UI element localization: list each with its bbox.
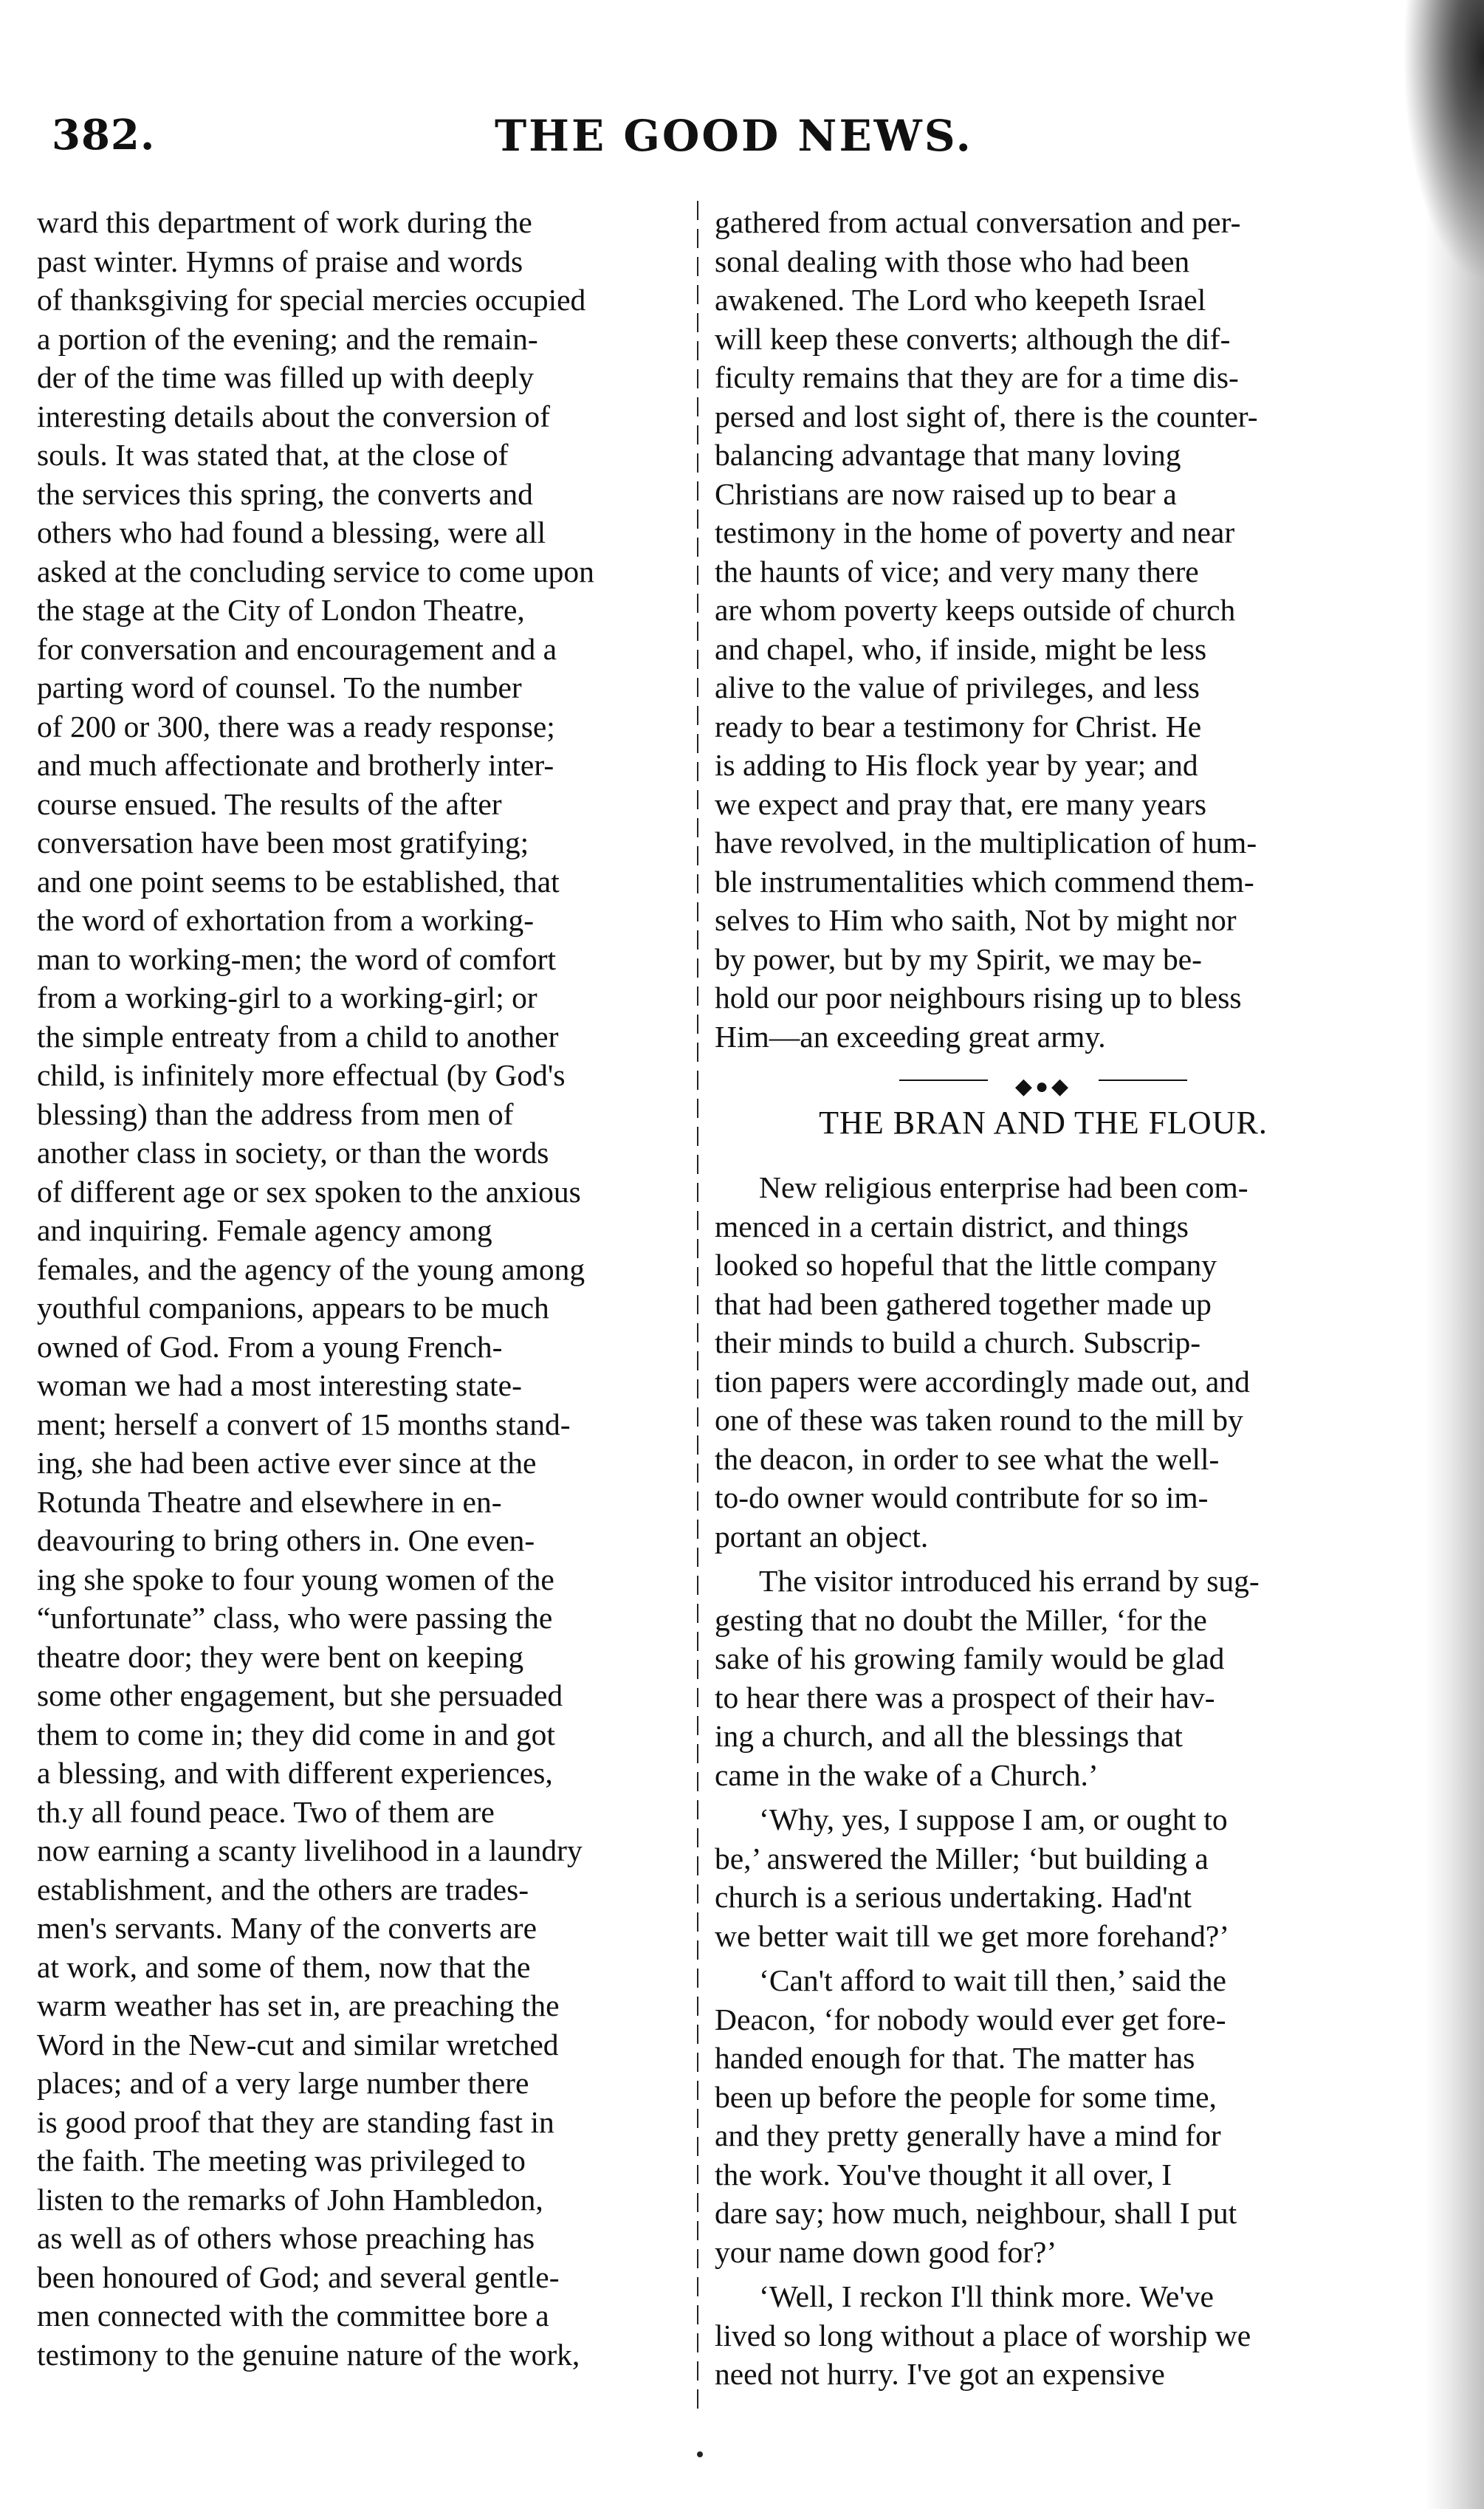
page-number: 382. [52,111,156,159]
text-line: child, is infinitely more effectual (by God's [37,1058,566,1092]
text-line: a blessing, and with different experiences, [37,1756,553,1790]
text-line: men connected with the committee bore a [37,2299,549,2333]
text-line: a portion of the evening; and the remain- [37,321,538,356]
text-line: your name down good for?’ [715,2234,1057,2269]
text-line: testimony to the genuine nature of the work, [37,2337,580,2372]
text-line: blessing) than the address from men of [37,1096,514,1131]
text-line: ward this department of work during the [37,205,532,239]
article-paragraph-4 [715,1961,1372,2271]
text-line: ble instrumentalities which commend them- [715,864,1254,899]
column-divider [697,201,698,2409]
text-line: men's servants. Many of the converts are [37,1911,537,1945]
text-line: gesting that no doubt the Miller, ‘for the [715,1602,1207,1637]
text-line: them to come in; they did come in and got [37,1717,555,1751]
text-line: some other engagement, but she persuaded [37,1678,563,1712]
text-line: and one point seems to be established, that [37,864,560,899]
scan-edge-shadow [1425,0,1484,2509]
text-line: der of the time was filled up with deeply [37,360,535,394]
text-line: ing she spoke to four young women of the [37,1562,554,1596]
text-line: awakened. The Lord who keepeth Israel [715,283,1206,317]
article-paragraph-1 [715,1168,1372,1556]
text-line: gathered from actual conversation and per- [715,205,1241,239]
text-line: from a working-girl to a working-girl; or [37,981,537,1015]
text-line: is adding to His flock year by year; and [715,748,1198,782]
text-line: past winter. Hymns of praise and words [37,244,523,278]
text-line: ment; herself a convert of 15 months stand- [37,1407,571,1441]
text-line: souls. It was stated that, at the close of [37,438,509,472]
text-line: portant an object. [715,1519,929,1554]
text-line: of 200 or 300, there was a ready response; [37,709,555,744]
text-line: the simple entreaty from a child to another [37,1019,559,1054]
article-heading: THE BRAN AND THE FLOUR. [819,1105,1268,1141]
text-line: Him—an exceeding great army. [715,1019,1106,1054]
text-line: tion papers were accordingly made out, and [715,1364,1250,1398]
text-line: ready to bear a testimony for Christ. He [715,709,1202,744]
text-line: ‘Why, yes, I suppose I am, or ought to [759,1802,1228,1836]
text-line: The visitor introduced his errand by sug- [759,1564,1260,1598]
text-line: as well as of others whose preaching has [37,2221,535,2255]
text-line: for conversation and encouragement and a [37,631,557,666]
text-line: their minds to build a church. Subscrip- [715,1325,1201,1359]
text-line: will keep these converts; although the dif- [715,321,1231,356]
text-line: hold our poor neighbours rising up to bless [715,981,1242,1015]
text-line: came in the wake of a Church.’ [715,1757,1099,1792]
text-line: th.y all found peace. Two of them are [37,1794,495,1829]
text-line: another class in society, or than the words [37,1136,549,1170]
text-line: and they pretty generally have a mind for [715,2118,1221,2152]
text-line: handed enough for that. The matter has [715,2041,1195,2075]
text-line: and much affectionate and brotherly inter- [37,748,554,782]
text-line: establishment, and the others are trades- [37,1872,529,1906]
text-line: we expect and pray that, ere many years [715,786,1206,821]
text-line: parting word of counsel. To the number [37,670,522,704]
text-line: others who had found a blessing, were all [37,515,546,549]
text-line: the faith. The meeting was privileged to [37,2144,526,2177]
text-line: youthful companions, appears to be much [37,1291,549,1325]
text-line: looked so hopeful that the little company [715,1248,1217,1282]
text-line: been honoured of God; and several gentle- [37,2259,560,2294]
text-line: are whom poverty keeps outside of church [715,593,1236,627]
text-line: have revolved, in the multiplication of hum- [715,826,1257,859]
article-paragraph-3 [715,1800,1372,1955]
text-line: that had been gathered together made up [715,1286,1212,1321]
text-line: is good proof that they are standing fast in [37,2104,554,2139]
text-line: ing, she had been active ever since at the [37,1446,537,1480]
text-line: by power, but by my Spirit, we may be- [715,941,1202,976]
text-line: owned of God. From a young French- [37,1329,503,1364]
text-line: be,’ answered the Miller; ‘but building a [715,1841,1209,1875]
text-line: lived so long without a place of worship we [715,2318,1251,2352]
page-header [37,111,1388,170]
continued-paragraph [715,203,1372,1056]
running-title: THE GOOD NEWS. [495,111,973,161]
text-line: places; and of a very large number there [37,2066,529,2100]
text-line: been up before the people for some time, [715,2079,1217,2114]
text-line: Word in the New-cut and similar wretched [37,2027,559,2062]
text-line: theatre door; they were bent on keeping [37,1639,524,1674]
text-line: ing a church, and all the blessings that [715,1719,1183,1753]
left-column [37,203,694,2374]
ornament-icon: ◆●◆ [1014,1074,1072,1099]
text-line: need not hurry. I've got an expensive [715,2357,1165,2391]
text-line: interesting details about the conversion of [37,399,550,433]
article-paragraph-2 [715,1562,1372,1794]
text-line: warm weather has set in, are preaching the [37,1988,560,2022]
text-line: the deacon, in order to see what the well- [715,1441,1220,1476]
text-line: at work, and some of them, now that the [37,1949,531,1984]
text-line: to hear there was a prospect of their hav- [715,1680,1215,1715]
text-line: woman we had a most interesting state- [37,1368,522,1402]
text-line: one of these was taken round to the mill by [715,1403,1243,1437]
text-line: course ensued. The results of the after [37,786,502,821]
text-line: sake of his growing family would be glad [715,1641,1225,1675]
text-line: testimony in the home of poverty and near [715,515,1235,549]
scan-blot [1403,0,1484,281]
text-line: of different age or sex spoken to the anxious [37,1174,581,1209]
text-line: ‘Well, I reckon I'll think more. We've [759,2279,1214,2313]
text-line: balancing advantage that many loving [715,438,1181,472]
text-line: of thanksgiving for special mercies occupied [37,283,586,317]
text-line: asked at the concluding service to come upon [37,554,594,588]
text-line: man to working-men; the word of comfort [37,941,557,976]
text-line: deavouring to bring others in. One even- [37,1523,535,1557]
text-line: Christians are now raised up to bear a [715,476,1177,511]
text-line: the haunts of vice; and very many there [715,554,1199,588]
text-line: the work. You've thought it all over, I [715,2157,1172,2191]
text-line: Deacon, ‘for nobody would ever get fore- [715,2002,1226,2036]
text-line: selves to Him who saith, Not by might nor [715,903,1237,937]
section-divider-ornament [715,1059,1372,1097]
text-line: sonal dealing with those who had been [715,244,1190,278]
text-line: church is a serious undertaking. Had'nt [715,1880,1192,1914]
text-line: alive to the value of privileges, and less [715,670,1200,704]
divider-rule-right [1099,1080,1187,1081]
right-column [715,203,1372,2394]
divider-rule-left [899,1080,988,1081]
text-line: listen to the remarks of John Hambledon, [37,2182,543,2217]
text-line: and chapel, who, if inside, might be less [715,631,1207,666]
text-line: and inquiring. Female agency among [37,1213,492,1247]
text-line: to-do owner would contribute for so im- [715,1480,1209,1514]
article-paragraph-5 [715,2277,1372,2394]
text-line: Rotunda Theatre and elsewhere in en- [37,1484,502,1519]
text-line: ficulty remains that they are for a time dis- [715,360,1239,394]
text-line: persed and lost sight of, there is the counter- [715,399,1258,433]
text-line: the stage at the City of London Theatre, [37,593,525,627]
text-line: we better wait till we get more forehand?’ [715,1918,1230,1953]
text-line: dare say; how much, neighbour, shall I put [715,2196,1237,2230]
text-line: New religious enterprise had been com- [759,1170,1248,1204]
text-line: now earning a scanty livelihood in a laundry [37,1833,583,1867]
text-line: the word of exhortation from a working- [37,903,535,937]
text-line: females, and the agency of the young among [37,1252,585,1286]
printer-dot-mark [697,2451,703,2457]
text-line: conversation have been most gratifying; [37,826,529,859]
text-line: the services this spring, the converts and [37,476,533,511]
text-line: “unfortunate” class, who were passing the [37,1601,553,1635]
text-line: menced in a certain district, and things [715,1209,1189,1243]
text-line: ‘Can't afford to wait till then,’ said the [759,1963,1226,1997]
